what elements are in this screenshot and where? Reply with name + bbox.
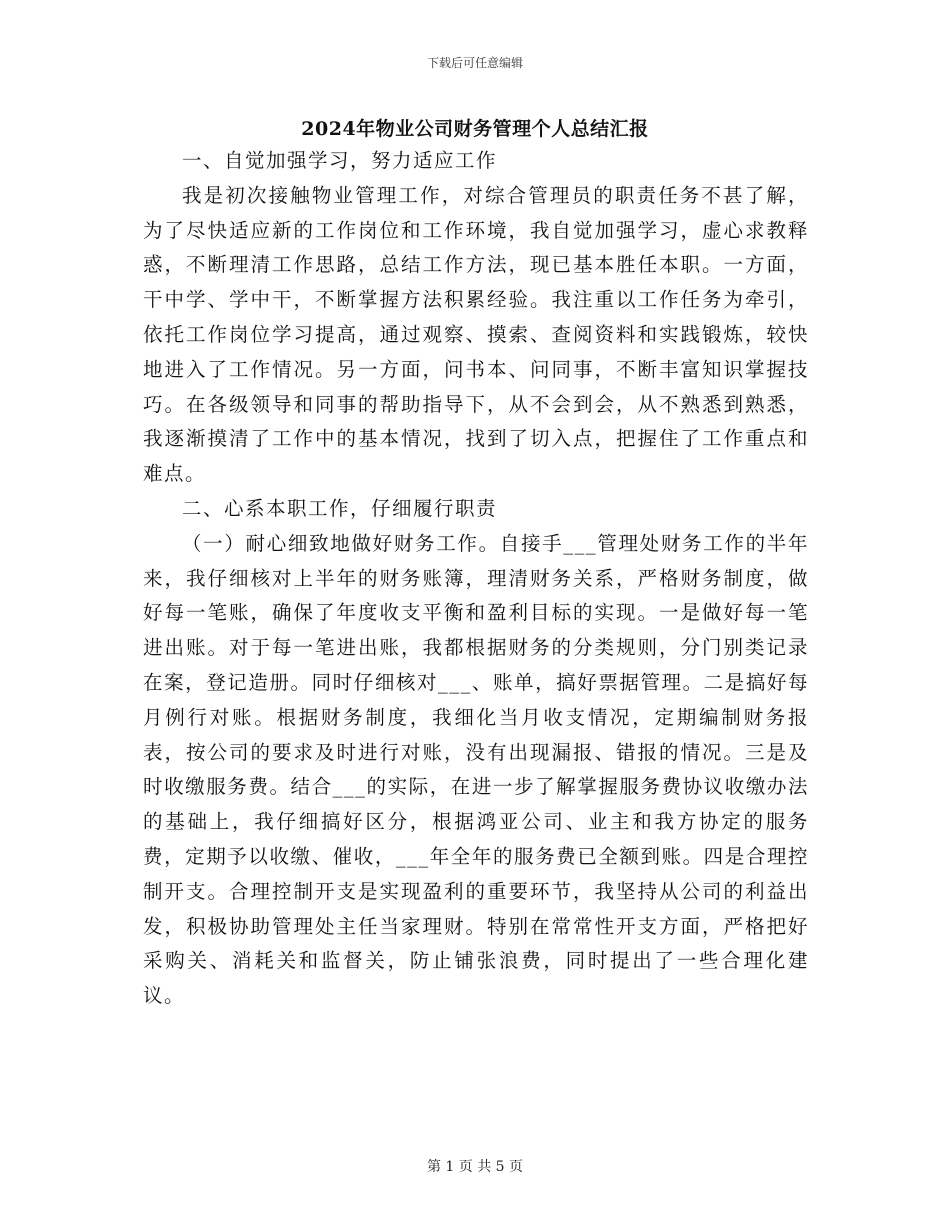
section-1-heading: 一、自觉加强学习，努力适应工作: [182, 149, 498, 172]
section-2-paragraph: （一）耐心细致地做好财务工作。自接手___管理处财务工作的半年来，我仔细核对上半年的财务账簿，理清财务关系，严格财务制度，做好每一笔账，确保了年度收支平衡和盈利目标的实现。一是做好每一笔进出账。对于每一笔进出账，我都根据财务的分类规则，分门别类记录在案，登记造册。同时仔细核对___、账单，搞好票据管理。二是搞好每月例行对账。根据财务制度，我细化当月收支情况，定期编制财务报表，按公司的要求及时进行对账，没有出现漏报、错报的情况。三是及时收缴服务费。结合___的实际，在进一步了解掌握服务费协议收缴办法的基础上，我仔细搞好区分，根据鸿亚公司、业主和我方协定的服务费，定期予以收缴、催收，___年全年的服务费已全额到账。四是合理控制开支。合理控制开支是实现盈利的重要环节，我坚持从公司的利益出发，积极协助管理处主任当家理财。特别在常常性开支方面，严格把好采购关、消耗关和监督关，防止铺张浪费，同时提出了一些合理化建议。: [143, 531, 809, 1008]
document-title: 2024年物业公司财务管理个人总结汇报: [301, 118, 649, 140]
page-header-note: 下载后可任意编辑: [426, 56, 523, 70]
page-number-footer: 第 1 页 共 5 页: [426, 1159, 524, 1175]
document-body: [143, 144, 809, 1014]
section-2-heading: 二、心系本职工作，仔细履行职责: [182, 496, 498, 520]
section-1-paragraph: 我是初次接触物业管理工作，对综合管理员的职责任务不甚了解，为了尽快适应新的工作岗位和工作环境，我自觉加强学习，虚心求教释惑，不断理清工作思路，总结工作方法，现已基本胜任本职。一方面，干中学、学中干，不断掌握方法积累经验。我注重以工作任务为牵引，依托工作岗位学习提高，通过观察、摸索、查阅资料和实践锻炼，较快地进入了工作情况。另一方面，问书本、问同事，不断丰富知识掌握技巧。在各级领导和同事的帮助指导下，从不会到会，从不熟悉到熟悉，我逐渐摸清了工作中的基本情况，找到了切入点，把握住了工作重点和难点。: [143, 183, 809, 486]
